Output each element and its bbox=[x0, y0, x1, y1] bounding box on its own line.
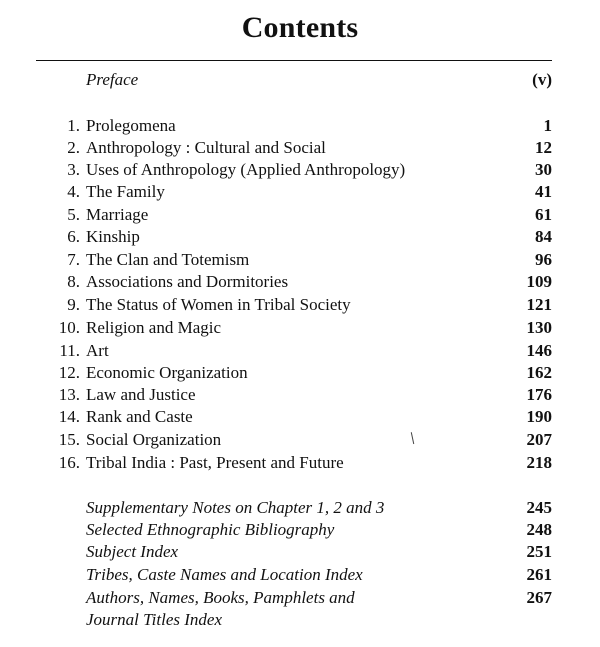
toc-backmatter-page: 251 bbox=[526, 542, 552, 561]
toc-chapter-page: 121 bbox=[526, 295, 552, 314]
toc-chapter-number: 9. bbox=[67, 295, 80, 314]
toc-entry-title: Preface bbox=[86, 70, 139, 89]
toc-backmatter-title: Supplementary Notes on Chapter 1, 2 and 3 bbox=[86, 498, 385, 517]
toc-backmatter-title: Selected Ethnographic Bibliography bbox=[86, 520, 335, 539]
title-divider bbox=[36, 60, 552, 61]
toc-backmatter-title: Subject Index bbox=[86, 542, 179, 561]
toc-chapter-page: 1 bbox=[543, 116, 552, 135]
toc-chapter-row bbox=[0, 137, 600, 159]
toc-backmatter-row bbox=[0, 609, 600, 631]
toc-chapter-title: Law and Justice bbox=[86, 385, 196, 404]
toc-chapter-page: 207 bbox=[526, 430, 552, 449]
toc-backmatter-row bbox=[0, 519, 600, 541]
toc-chapter-page: 41 bbox=[535, 182, 552, 201]
toc-chapter-row bbox=[0, 362, 600, 384]
toc-chapter-row bbox=[0, 181, 600, 203]
toc-chapter-number: 16. bbox=[58, 453, 80, 472]
toc-backmatter-row bbox=[0, 497, 600, 519]
toc-chapter-page: 190 bbox=[526, 407, 552, 426]
toc-chapter-row bbox=[0, 384, 600, 406]
toc-chapter-number: 14. bbox=[58, 407, 80, 426]
toc-chapter-number: 1. bbox=[67, 116, 80, 135]
toc-backmatter-title: Journal Titles Index bbox=[86, 610, 222, 629]
toc-backmatter-page: 261 bbox=[526, 565, 552, 584]
toc-chapter-page: 218 bbox=[526, 453, 552, 472]
toc-chapter-row bbox=[0, 340, 600, 362]
toc-backmatter-page: 248 bbox=[526, 520, 552, 539]
toc-chapter-number: 13. bbox=[58, 385, 80, 404]
toc-chapter-row bbox=[0, 271, 600, 293]
toc-backmatter-page: 267 bbox=[526, 588, 552, 607]
toc-chapter-number: 2. bbox=[67, 138, 80, 157]
toc-chapter-title: Anthropology : Cultural and Social bbox=[86, 138, 326, 157]
toc-chapter-number: 4. bbox=[67, 182, 80, 201]
toc-backmatter-row bbox=[0, 541, 600, 563]
toc-backmatter-row bbox=[0, 587, 600, 609]
toc-chapter-title: Art bbox=[86, 341, 109, 360]
toc-chapter-page: 61 bbox=[535, 205, 552, 224]
toc-chapter-row bbox=[0, 294, 600, 316]
toc-chapter-number: 15. bbox=[58, 430, 80, 449]
toc-chapter-row bbox=[0, 317, 600, 339]
toc-chapter-number: 10. bbox=[58, 318, 80, 337]
toc-chapter-row bbox=[0, 249, 600, 271]
toc-chapter-row bbox=[0, 159, 600, 181]
toc-backmatter-title: Authors, Names, Books, Pamphlets and bbox=[86, 588, 355, 607]
toc-chapter-title: The Family bbox=[86, 182, 165, 201]
toc-chapter-number: 3. bbox=[67, 160, 80, 179]
toc-chapter-page: 176 bbox=[526, 385, 552, 404]
page-title: Contents bbox=[241, 11, 359, 44]
toc-chapter-page: 96 bbox=[535, 250, 552, 269]
toc-chapter-title: Marriage bbox=[86, 205, 149, 224]
toc-chapter-row bbox=[0, 115, 600, 137]
toc-chapter-number: 8. bbox=[67, 272, 80, 291]
toc-backmatter-page: 245 bbox=[526, 498, 552, 517]
toc-chapter-page: 12 bbox=[535, 138, 552, 157]
toc-chapter-number: 12. bbox=[58, 363, 80, 382]
toc-chapter-row bbox=[0, 406, 600, 428]
toc-chapter-page: 130 bbox=[526, 318, 552, 337]
toc-backmatter-title: Tribes, Caste Names and Location Index bbox=[86, 565, 363, 584]
toc-chapter-number: 7. bbox=[67, 250, 80, 269]
toc-entry-page: (v) bbox=[532, 70, 552, 89]
toc-chapter-row bbox=[0, 226, 600, 248]
toc-chapter-page: 146 bbox=[526, 341, 552, 360]
toc-chapter-title: Tribal India : Past, Present and Future bbox=[86, 453, 344, 472]
toc-chapter-row bbox=[0, 204, 600, 226]
toc-chapter-title: Social Organization bbox=[86, 430, 222, 449]
toc-chapter-page: 162 bbox=[526, 363, 552, 382]
toc-chapter-title: Rank and Caste bbox=[86, 407, 193, 426]
toc-chapter-title: Religion and Magic bbox=[86, 318, 222, 337]
toc-chapter-row bbox=[0, 452, 600, 474]
toc-chapter-title: Uses of Anthropology (Applied Anthropology) bbox=[86, 160, 406, 179]
toc-chapter-title: The Clan and Totemism bbox=[86, 250, 250, 269]
toc-chapter-title: Kinship bbox=[86, 227, 140, 246]
toc-chapter-title: Associations and Dormitories bbox=[86, 272, 289, 291]
toc-chapter-page: 109 bbox=[526, 272, 552, 291]
toc-chapter-number: 11. bbox=[59, 341, 80, 360]
toc-chapter-number: 6. bbox=[67, 227, 80, 246]
toc-chapter-page: 84 bbox=[535, 227, 552, 246]
toc-chapter-page: 30 bbox=[535, 160, 552, 179]
toc-chapter-title: The Status of Women in Tribal Society bbox=[86, 295, 351, 314]
toc-entry-preface bbox=[0, 69, 600, 91]
toc-backmatter-row bbox=[0, 564, 600, 586]
toc-chapter-title: Economic Organization bbox=[86, 363, 248, 382]
toc-chapter-title: Prolegomena bbox=[86, 116, 176, 135]
toc-chapter-row bbox=[0, 429, 600, 451]
toc-chapter-number: 5. bbox=[67, 205, 80, 224]
